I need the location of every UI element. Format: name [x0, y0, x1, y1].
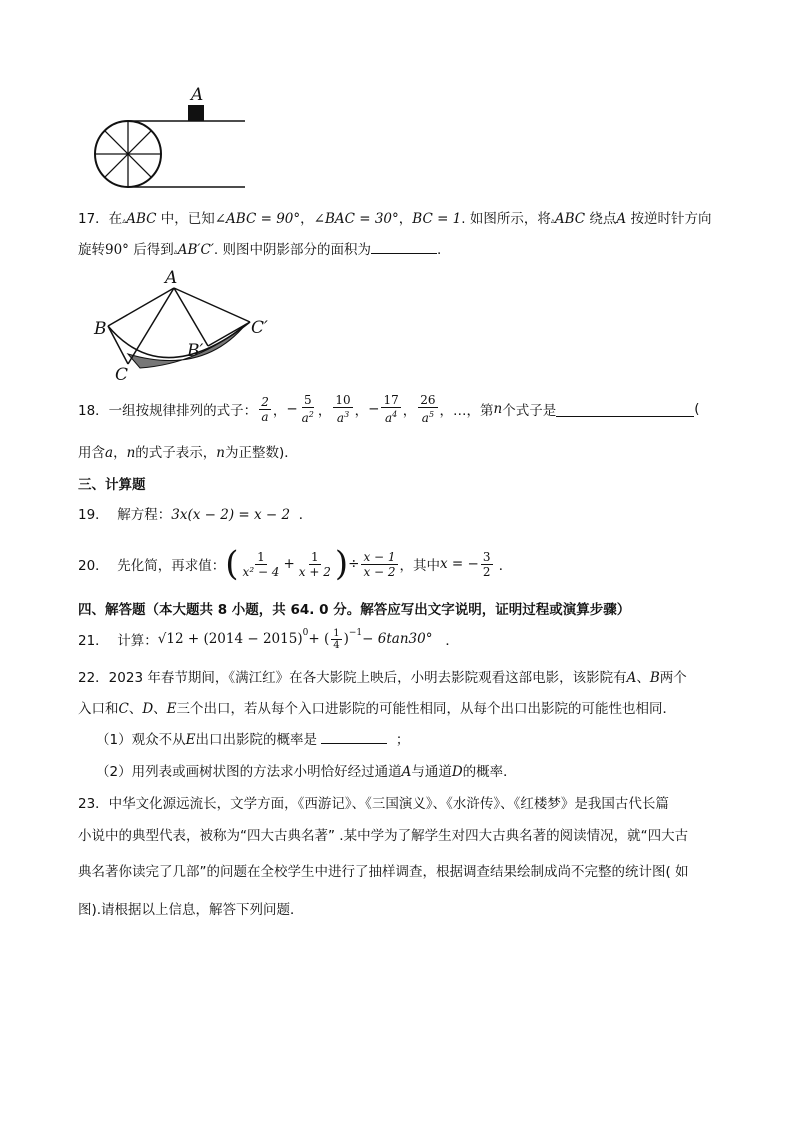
label-a: A — [191, 85, 204, 105]
block-a — [188, 105, 204, 121]
q22-answer-blank[interactable] — [321, 729, 387, 744]
label-C: C — [115, 365, 129, 385]
q18-answer-blank[interactable] — [556, 402, 694, 417]
q18-line1: 18．一组按规律排列的式子： $\frac{2}{a}$ ， − $\frac{5}{a^2}$ ， $\frac{10}{a^3}$ ， − $\frac{17}{a^4}$ ， $\frac{26}{a^5}$ ，…，第 n 个式子是 ( — [78, 393, 700, 425]
q23-line1: 23．中华文化源远流长，文学方面，《西游记》、《三国演义》、《水浒传》、《红楼梦》是我国古代长篇 — [78, 796, 669, 812]
label-Bprime: B′ — [187, 341, 204, 361]
q18-term-4: $\frac{17}{a^4}$ — [383, 393, 399, 425]
q22-sub1: （1）观众不从E出口出影院的概率是 ； — [96, 728, 409, 748]
q22-line1: 22．2023 年春节期间，《满江红》在各大影院上映后，小明去影院观看这部电影，该影院有A、B两个 — [78, 670, 687, 686]
q23-line2: 小说中的典型代表，被称为“四大古典名著” .某中学为了解学生对四大古典名著的阅读情况，就“四大古 — [78, 828, 689, 844]
label-B: B — [94, 319, 107, 339]
q17-line1: 17．在▵ABC 中，已知∠ABC = 90°，∠BAC = 30°，BC = 1. 如图所示，将▵ABC 绕点A 按逆时针方向 — [78, 211, 712, 227]
wheel-belt-figure — [90, 80, 260, 195]
rotation-arc-figure — [88, 266, 278, 386]
q18-term-3: $\frac{10}{a^3}$ — [335, 393, 351, 425]
q18-term-2: $\frac{5}{a^2}$ — [301, 393, 314, 425]
q22-line2: 入口和C、D、E三个出口，若从每个入口进影院的可能性相同，从每个出口出影院的可能性也相同． — [78, 701, 677, 717]
q22-sub2: （2）用列表或画树状图的方法求小明恰好经过通道A与通道D的概率． — [96, 764, 517, 780]
q23-line4: 图).请根据以上信息，解答下列问题． — [78, 902, 304, 918]
section-3-title: 三、计算题 — [78, 477, 146, 493]
label-Cprime: C′ — [251, 318, 268, 338]
q17-answer-blank[interactable] — [371, 239, 437, 254]
q17-line2: 旋转90° 后得到▵AB′C′. 则图中阴影部分的面积为 . — [78, 238, 441, 258]
q23-line3: 典名著你读完了几部”的问题在全校学生中进行了抽样调查，根据调查结果绘制成尚不完整的统计图( 如 — [78, 864, 689, 880]
section-4-title: 四、解答题（本大题共 8 小题，共 64. 0 分。解答应写出文字说明，证明过程或演算步骤） — [78, 602, 631, 618]
q19: 19． 解方程：3x(x − 2) = x − 2 ． — [78, 507, 313, 523]
q18-line2: 用含a，n的式子表示，n为正整数)． — [78, 445, 298, 461]
q18-term-1: $\frac{2}{a}$ — [261, 394, 269, 424]
q18-term-5: $\frac{26}{a^5}$ — [420, 393, 436, 425]
q20: 20． 先化简，再求值： ( $\frac{1}{\text{x² − 4}}$ + $\frac{1}{x + 2}$ ) ÷ $\frac{x - 1}{x - 2}$ ，其中 x = − $\frac{3}{2}$ ． — [78, 544, 513, 584]
label-A: A — [165, 268, 178, 288]
q21: 21． 计算： √12 + (2014 − 2015) $^0$ + ( $\frac{1}{4}$ ) $^{-1}$ − 6tan30° ． — [78, 627, 459, 651]
